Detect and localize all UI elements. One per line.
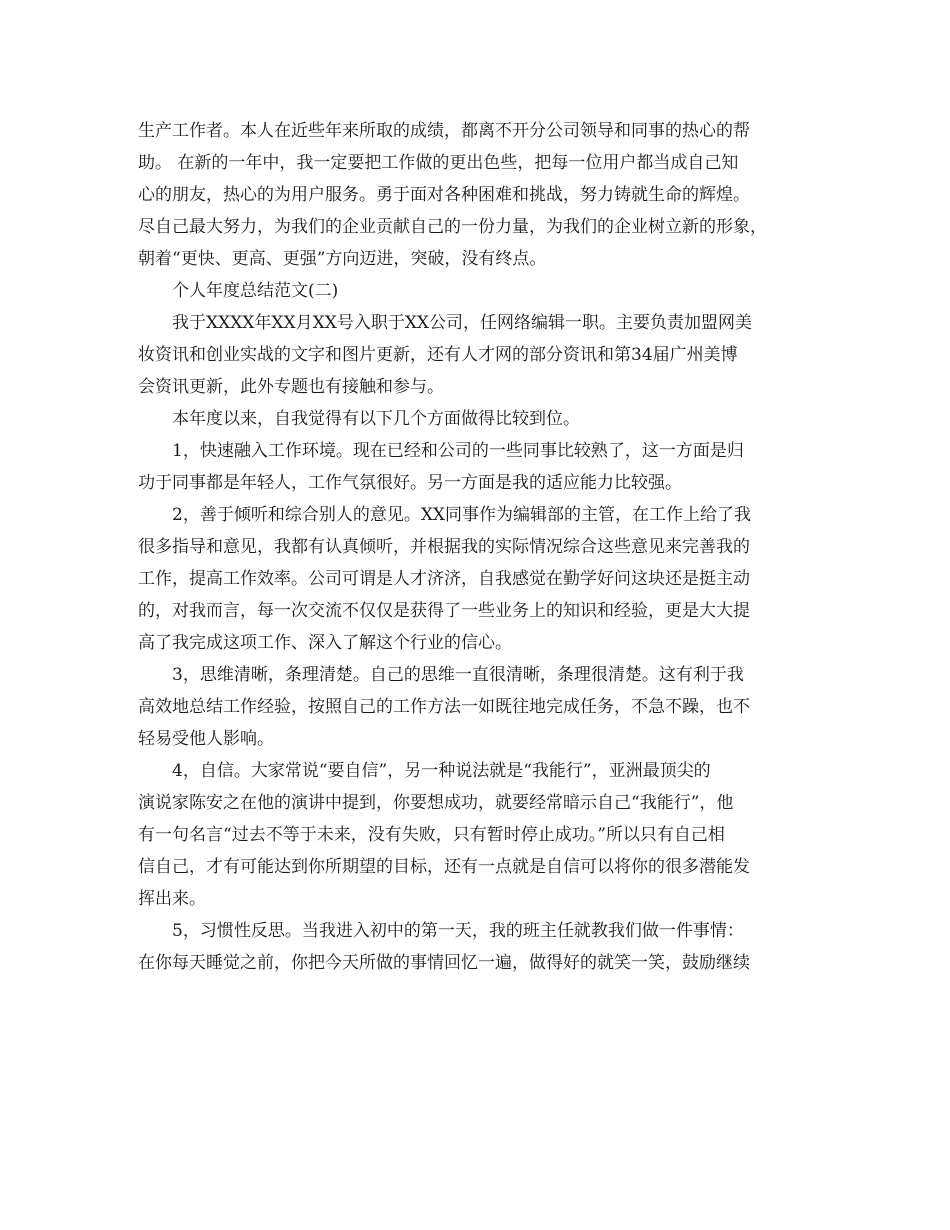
text-line: 心的朋友，热心的为用户服务。勇于面对各种困难和挑战，努力铸就生命的辉煌。 (138, 185, 750, 205)
text-line: 很多指导和意见，我都有认真倾听，并根据我的实际情况综合这些意见来完善我的 (138, 537, 750, 557)
text-line: 轻易受他人影响。 (138, 729, 274, 749)
text-line: 1，快速融入工作环境。现在已经和公司的一些同事比较熟了，这一方面是归 (172, 441, 744, 461)
text-line: 演说家陈安之在他的演讲中提到，你要想成功，就要经常暗示自己“我能行”，他 (138, 793, 734, 813)
text-line: 3，思维清晰，条理清楚。自己的思维一直很清晰，条理很清楚。这有利于我 (172, 665, 744, 685)
document-body (138, 115, 828, 979)
text-line: 2，善于倾听和综合别人的意见。XX同事作为编辑部的主管，在工作上给了我 (172, 505, 752, 525)
text-line: 高效地总结工作经验，按照自己的工作方法一如既往地完成任务，不急不躁，也不 (138, 697, 750, 717)
text-line: 挥出来。 (138, 889, 206, 909)
text-line: 妆资讯和创业实战的文字和图片更新，还有人才网的部分资讯和第34届广州美博 (138, 345, 738, 365)
text-line: 在你每天睡觉之前，你把今天所做的事情回忆一遍，做得好的就笑一笑，鼓励继续 (138, 953, 750, 973)
text-line: 有一句名言“过去不等于未来，没有失败，只有暂时停止成功。”所以只有自己相 (138, 825, 725, 845)
text-line: 4，自信。大家常说“要自信”，另一种说法就是“我能行”，亚洲最顶尖的 (172, 761, 711, 781)
text-line: 朝着“更快、更高、更强”方向迈进，突破，没有终点。 (138, 249, 547, 269)
text-line: 生产工作者。本人在近些年来所取的成绩，都离不开分公司领导和同事的热心的帮 (138, 121, 750, 141)
text-line: 助。 在新的一年中，我一定要把工作做的更出色些，把每一位用户都当成自己知 (138, 153, 739, 173)
text-line: 本年度以来，自我觉得有以下几个方面做得比较到位。 (172, 409, 580, 429)
text-line: 尽自己最大努力，为我们的企业贡献自己的一份力量，为我们的企业树立新的形象， (138, 217, 767, 237)
text-line: 高了我完成这项工作、深入了解这个行业的信心。 (138, 633, 512, 653)
text-line: 个人年度总结范文(二) (172, 281, 339, 301)
text-line: 功于同事都是年轻人，工作气氛很好。另一方面是我的适应能力比较强。 (138, 473, 682, 493)
text-line: 5，习惯性反思。当我进入初中的第一天，我的班主任就教我们做一件事情： (172, 921, 744, 941)
text-line: 我于XXXX年XX月XX号入职于XX公司，任网络编辑一职。主要负责加盟网美 (172, 313, 753, 333)
text-line: 信自己，才有可能达到你所期望的目标，还有一点就是自信可以将你的很多潜能发 (138, 857, 750, 877)
text-line: 会资讯更新，此外专题也有接触和参与。 (138, 377, 444, 397)
text-line: 的，对我而言，每一次交流不仅仅是获得了一些业务上的知识和经验，更是大大提 (138, 601, 750, 621)
text-line: 工作，提高工作效率。公司可谓是人才济济，自我感觉在勤学好问这块还是挺主动 (138, 569, 750, 589)
